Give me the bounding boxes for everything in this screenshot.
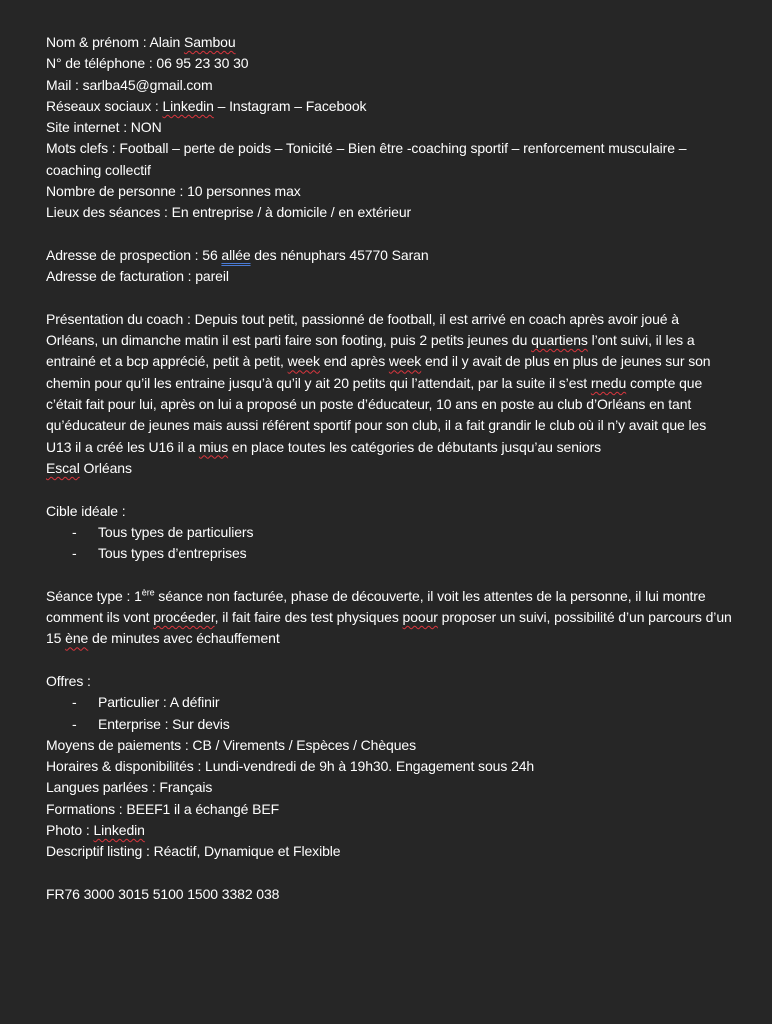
target-heading: Cible idéale :: [46, 502, 126, 519]
bullet-dash: -: [72, 545, 77, 562]
session-text: , il fait faire des test physiques: [214, 609, 403, 626]
prospect-address-start: Adresse de prospection : 56: [46, 246, 222, 263]
photo-value: Linkedin: [93, 821, 145, 838]
presentation-text: compte que c’était fait pour lui, après on lui a proposé un poste d’éducateur, 10 ans en poste au club d’Orléans en tant qu’éducateur de jeunes mais aussi référent sportif pour son club, il a fait grandir le club où il n’y avait que les U13 il a créé les U16 il a: [46, 374, 707, 455]
keywords-line: Mots clefs : Football – perte de poids – Tonicité – Bien être -coaching sportif – renforcement musculaire – coaching collectif: [46, 140, 687, 178]
languages-line: Langues parlées : Français: [46, 779, 213, 796]
spacer: [46, 224, 732, 245]
escal-line: [46, 458, 732, 479]
social-label: Réseaux sociaux :: [46, 97, 163, 114]
target-item-label: Tous types d’entreprises: [98, 545, 247, 562]
billing-address-line: Adresse de facturation : pareil: [46, 268, 229, 285]
coach-presentation: [46, 309, 732, 458]
session-text: séance non facturée, phase de découverte, il voit les attentes de la personne, il lui montre comment ils vont: [46, 587, 706, 626]
misspelled-word: week: [388, 353, 422, 370]
bullet-dash: -: [72, 523, 77, 540]
payment-line: Moyens de paiements : CB / Virements / Espèces / Chèques: [46, 736, 416, 753]
misspelled-word: poour: [402, 609, 438, 626]
session-type: [46, 586, 732, 650]
prospect-address-allee: allée: [221, 246, 251, 263]
presentation-text: end après: [319, 353, 389, 370]
misspelled-word: mius: [198, 438, 229, 455]
social-linkedin: Linkedin: [162, 97, 214, 114]
misspelled-word: rnedu: [590, 374, 627, 391]
prospect-address-line: [46, 245, 732, 266]
offers-heading: Offres :: [46, 672, 91, 689]
prospect-address-end: des nénuphars 45770 Saran: [250, 246, 429, 263]
misspelled-word: ène: [65, 630, 89, 647]
offer-item-label: Enterprise : Sur devis: [98, 715, 230, 732]
target-item: [46, 543, 732, 564]
presentation-text: end il y avait de plus en plus de jeunes sur son chemin pour qu’il les entraine jusqu’à qu’il y ait 20 petits qui l’attendait, par la suite il s’est: [46, 353, 711, 391]
listing-line: Descriptif listing : Réactif, Dynamique et Flexible: [46, 843, 341, 860]
bullet-dash: -: [72, 715, 77, 732]
bullet-dash: -: [72, 694, 77, 711]
social-line: [46, 96, 732, 117]
escal-word: Escal: [46, 459, 80, 476]
session-text: de minutes avec échauffement: [88, 630, 280, 647]
phone-line: N° de téléphone : 06 95 23 30 30: [46, 55, 249, 72]
iban-line: FR76 3000 3015 5100 1500 3382 038: [46, 885, 280, 902]
session-superscript: ère: [141, 587, 155, 598]
training-line: Formations : BEEF1 il a échangé BEF: [46, 800, 280, 817]
presentation-text: en place toutes les catégories de débutants jusqu’au seniors: [228, 438, 602, 455]
offer-item-label: Particulier : A définir: [98, 694, 220, 711]
locations-line: Lieux des séances : En entreprise / à domicile / en extérieur: [46, 204, 412, 221]
offer-item: [46, 714, 732, 735]
misspelled-word: procéeder: [153, 609, 215, 626]
mail-line: Mail : sarlba45@gmail.com: [46, 76, 213, 93]
social-rest: – Instagram – Facebook: [213, 97, 367, 114]
hours-line: Horaires & disponibilités : Lundi-vendredi de 9h à 19h30. Engagement sous 24h: [46, 758, 535, 775]
spacer: [46, 650, 732, 671]
misspelled-word: quartiens: [531, 332, 588, 349]
target-item: [46, 522, 732, 543]
spacer: [46, 479, 732, 500]
website-line: Site internet : NON: [46, 119, 162, 136]
presentation-text: l’ont suivi, il les a entrainé et a bcp apprécié, petit à petit,: [46, 332, 695, 370]
session-text: proposer un suivi, possibilité d’un parcours d’un 15: [46, 609, 732, 647]
name-first: Alain: [149, 34, 184, 50]
photo-label: Photo :: [46, 821, 94, 838]
photo-line: [46, 820, 732, 841]
spacer: [46, 564, 732, 585]
presentation-text: Présentation du coach : Depuis tout petit, passionné de football, il est arrivé en coach après avoir joué à Orléans, un dimanche matin il est parti faire son footing, puis 2 petits jeunes du: [46, 310, 679, 349]
name-label: Nom & prénom :: [46, 34, 150, 50]
offer-item: [46, 692, 732, 713]
session-text: Séance type : 1: [46, 587, 142, 604]
name-last: Sambou: [183, 34, 236, 50]
target-item-label: Tous types de particuliers: [98, 523, 254, 540]
name-line: [46, 32, 732, 53]
spacer: [46, 863, 732, 884]
group-size-line: Nombre de personne : 10 personnes max: [46, 183, 301, 200]
spacer: [46, 288, 732, 309]
misspelled-word: week: [287, 353, 320, 370]
escal-rest: Orléans: [79, 459, 132, 476]
